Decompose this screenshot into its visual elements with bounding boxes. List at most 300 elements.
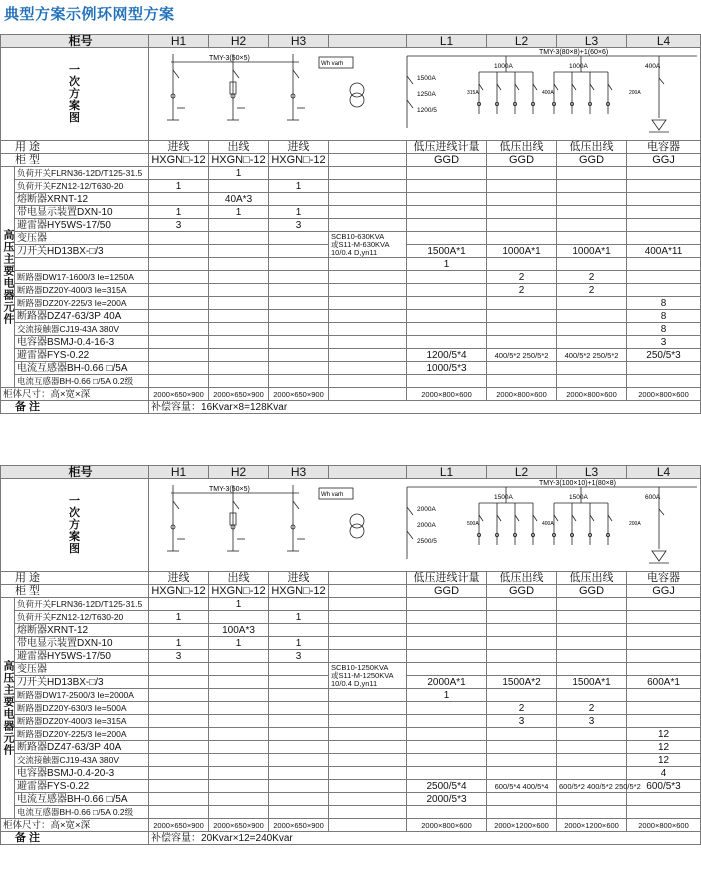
cell-h: 3: [149, 650, 209, 663]
component-row: [1, 598, 701, 611]
cell-h: [269, 193, 329, 206]
cell-h: [269, 689, 329, 702]
cell-h: [209, 689, 269, 702]
component-label: 避雷器FYS-0.22: [15, 780, 149, 793]
cell-spacer: [329, 806, 407, 819]
diagram-label: 400A: [542, 90, 554, 96]
cell-l: [557, 793, 627, 806]
cell-l: [627, 598, 701, 611]
row-label: 备 注: [1, 832, 149, 845]
diagram-label: Wh varh: [321, 492, 344, 498]
component-label: 变压器: [15, 663, 149, 676]
row-label: 柜 型: [1, 585, 149, 598]
cell-spacer: [329, 284, 407, 297]
component-row: [1, 349, 701, 362]
component-row: [1, 180, 701, 193]
cell-l: [407, 663, 487, 676]
cell-l: [557, 310, 627, 323]
header-col: H2: [209, 466, 269, 479]
transformer-spec-line: 或S11-M-1250KVA: [331, 670, 394, 680]
cell-l: [487, 180, 557, 193]
cell-h: HXGN□-12: [149, 154, 209, 167]
cell-h: [209, 793, 269, 806]
scheme-label: 一次方案图: [1, 479, 149, 572]
cell-l: [627, 206, 701, 219]
diagram-label: TMY-3(100×10)+1(80×8): [539, 480, 616, 487]
component-label: 负荷开关FLRN36-12D/T125-31.5: [15, 167, 149, 180]
cell-l: 2000×800×600: [627, 819, 701, 832]
cell-h: [209, 284, 269, 297]
header-col: L3: [557, 35, 627, 48]
header-spacer: [329, 35, 407, 48]
cell-h: HXGN□-12: [269, 154, 329, 167]
cell-h: [149, 336, 209, 349]
cell-l: 低压进线计量: [407, 572, 487, 585]
cell-l: [407, 715, 487, 728]
cell-h: [209, 219, 269, 232]
cell-l: [627, 624, 701, 637]
cell-l: [487, 598, 557, 611]
cell-h: 1: [209, 167, 269, 180]
cell-h: 1: [209, 598, 269, 611]
cell-l: [487, 767, 557, 780]
header-col: H1: [149, 35, 209, 48]
cell-l: [487, 663, 557, 676]
cell-h: [209, 310, 269, 323]
cell-h: [269, 336, 329, 349]
cell-l: 低压出线: [557, 141, 627, 154]
cell-spacer: [329, 598, 407, 611]
row-label: 柜体尺寸：高×宽×深: [1, 819, 149, 832]
cell-h: 1: [209, 637, 269, 650]
diagram-label: 200A: [629, 90, 641, 96]
cell-l: 2000×800×600: [407, 388, 487, 401]
cell-l: [627, 637, 701, 650]
cell-spacer: [329, 336, 407, 349]
cell-h: [209, 780, 269, 793]
cell-l: 12: [627, 754, 701, 767]
cell-h: [209, 663, 269, 676]
cell-h: 2000×650×900: [149, 819, 209, 832]
cell-l: 600/5*3: [627, 780, 701, 793]
cell-l: [557, 232, 627, 245]
component-row: [1, 780, 701, 793]
cell-h: 40A*3: [209, 193, 269, 206]
diagram-label: 1500A: [569, 494, 588, 501]
cell-l: [407, 167, 487, 180]
component-label: 断路器DW17-2500/3 Ie=2000A: [15, 689, 149, 702]
transformer-row: [1, 663, 701, 676]
dims-row: [1, 388, 701, 401]
cell-l: 1: [407, 689, 487, 702]
cell-h: [149, 271, 209, 284]
cell-l: [557, 206, 627, 219]
cell-h: [149, 663, 209, 676]
row-label: 用 途: [1, 141, 149, 154]
diagram-label: Wh varh: [321, 61, 344, 67]
component-label: 电流互感器BH-0.66 □/5A 0.2级: [15, 375, 149, 388]
component-label: 断路器DZ20Y-400/3 Ie=315A: [15, 715, 149, 728]
cell-l: [407, 741, 487, 754]
cell-l: [487, 336, 557, 349]
cell-h: [149, 349, 209, 362]
diagram-label: 1500A: [417, 75, 436, 82]
cell-h: [149, 297, 209, 310]
transformer-spec: [329, 232, 407, 258]
cell-l: [407, 310, 487, 323]
cell-h: 2000×650×900: [209, 819, 269, 832]
cell-l: 1000A*1: [557, 245, 627, 258]
cell-l: 600/5*4 400/5*4: [487, 780, 557, 793]
section-label: 高压主要电器元件: [1, 167, 15, 388]
component-row: [1, 206, 701, 219]
component-label: 电容器BSMJ-0.4-16-3: [15, 336, 149, 349]
cell-l: [407, 336, 487, 349]
cell-l: 1500A*1: [557, 676, 627, 689]
cell-h: 1: [209, 206, 269, 219]
header-row: [1, 35, 701, 48]
cell-l: [407, 767, 487, 780]
note-text: 补偿容量：16Kvar×8=128Kvar: [149, 401, 701, 414]
diagram-label: TMY-3(50×5): [209, 55, 250, 62]
cell-spacer: [329, 388, 407, 401]
diagram-label: TMY-3(50×5): [209, 486, 250, 493]
transformer-spec-line: 10/0.4 D,yn11: [331, 247, 378, 257]
cell-spacer: [329, 297, 407, 310]
cell-l: [557, 728, 627, 741]
component-label: 断路器DZ47-63/3P 40A: [15, 310, 149, 323]
component-row: [1, 271, 701, 284]
cell-l: 12: [627, 728, 701, 741]
diagram-label: 400A: [542, 521, 554, 527]
cell-l: 电容器: [627, 572, 701, 585]
cell-l: [627, 232, 701, 245]
cell-l: 8: [627, 310, 701, 323]
diagram-row: [1, 479, 701, 572]
cell-spacer: [329, 323, 407, 336]
cell-h: [269, 598, 329, 611]
component-label: 断路器DZ47-63/3P 40A: [15, 741, 149, 754]
component-row: [1, 624, 701, 637]
cell-spacer: [329, 702, 407, 715]
cell-h: [209, 676, 269, 689]
header-col: L3: [557, 466, 627, 479]
cell-l: [407, 284, 487, 297]
diagram-label: 200A: [629, 521, 641, 527]
cell-l: 2000×1200×600: [487, 819, 557, 832]
header-label: 柜号: [1, 466, 149, 479]
component-label: 交流接触器CJ19-43A 380V: [15, 754, 149, 767]
cell-l: [407, 637, 487, 650]
cell-l: [557, 258, 627, 271]
cell-h: [269, 284, 329, 297]
cell-l: 600A*1: [627, 676, 701, 689]
component-row: [1, 637, 701, 650]
cell-l: GGD: [407, 585, 487, 598]
cell-l: GGD: [407, 154, 487, 167]
cell-h: [209, 323, 269, 336]
cell-l: [487, 362, 557, 375]
component-label: 带电显示装置DXN-10: [15, 637, 149, 650]
cell-l: [557, 375, 627, 388]
cell-l: [407, 219, 487, 232]
cell-h: 1: [269, 206, 329, 219]
cell-l: 2000A*1: [407, 676, 487, 689]
cell-h: [209, 728, 269, 741]
header-col: L1: [407, 466, 487, 479]
header-col: L2: [487, 35, 557, 48]
cell-l: [487, 806, 557, 819]
header-col: L1: [407, 35, 487, 48]
cell-l: [557, 741, 627, 754]
cell-l: [557, 689, 627, 702]
cell-spacer: [329, 624, 407, 637]
cell-h: [149, 258, 209, 271]
component-row: [1, 715, 701, 728]
single-line-diagram: [149, 48, 701, 141]
cell-h: [149, 598, 209, 611]
cell-spacer: [329, 754, 407, 767]
cell-l: GGJ: [627, 585, 701, 598]
cell-l: 3: [487, 715, 557, 728]
cell-h: [209, 297, 269, 310]
cell-h: [269, 728, 329, 741]
component-row: [1, 728, 701, 741]
cell-l: [487, 310, 557, 323]
cell-l: [557, 767, 627, 780]
component-label: 负荷开关FLRN36-12D/T125-31.5: [15, 598, 149, 611]
cell-l: [557, 362, 627, 375]
cell-l: [627, 193, 701, 206]
cell-h: 进线: [269, 572, 329, 585]
cell-l: [487, 611, 557, 624]
component-label: 断路器DZ20Y-630/3 Ie=500A: [15, 702, 149, 715]
cell-l: [487, 206, 557, 219]
cell-h: [269, 349, 329, 362]
cell-h: [269, 258, 329, 271]
scheme-table-1: [0, 34, 700, 414]
diagram-label: 2500/5: [417, 538, 437, 545]
section-label: 高压主要电器元件: [1, 598, 15, 819]
component-label: 断路器DZ20Y-400/3 Ie=315A: [15, 284, 149, 297]
cell-l: GGJ: [627, 154, 701, 167]
cell-l: [407, 624, 487, 637]
cell-h: [269, 767, 329, 780]
note-row: [1, 832, 701, 845]
cell-h: [269, 245, 329, 258]
component-row: [1, 219, 701, 232]
cell-h: [209, 180, 269, 193]
cell-h: HXGN□-12: [209, 585, 269, 598]
cell-h: 1: [269, 637, 329, 650]
header-spacer: [329, 466, 407, 479]
cell-l: [407, 650, 487, 663]
cell-l: [407, 323, 487, 336]
cell-l: [557, 637, 627, 650]
cell-l: [557, 167, 627, 180]
diagram-label: 1500A: [494, 494, 513, 501]
cell-spacer: [329, 793, 407, 806]
cell-l: [407, 375, 487, 388]
cell-l: [627, 689, 701, 702]
cell-h: [149, 362, 209, 375]
component-row: [1, 689, 701, 702]
dims-row: [1, 819, 701, 832]
cell-l: [627, 167, 701, 180]
diagram-label: 1200/5: [417, 107, 437, 114]
cell-h: [149, 284, 209, 297]
component-label: 负荷开关FZN12-12/T630-20: [15, 611, 149, 624]
header-col: L4: [627, 466, 701, 479]
component-row: [1, 284, 701, 297]
cell-h: [269, 375, 329, 388]
cell-spacer: [329, 180, 407, 193]
cell-h: 2000×650×900: [269, 388, 329, 401]
cell-l: [407, 232, 487, 245]
cell-spacer: [329, 715, 407, 728]
cell-h: [209, 611, 269, 624]
cell-l: [627, 663, 701, 676]
cell-h: [149, 310, 209, 323]
cell-l: [487, 624, 557, 637]
component-label: 变压器: [15, 232, 149, 245]
cell-h: 进线: [269, 141, 329, 154]
note-row: [1, 401, 701, 414]
cell-h: 1: [149, 180, 209, 193]
cell-h: 2000×650×900: [149, 388, 209, 401]
cell-h: 2000×650×900: [209, 388, 269, 401]
cell-l: [407, 206, 487, 219]
header-col: H3: [269, 35, 329, 48]
cell-l: [627, 715, 701, 728]
component-label: 电流互感器BH-0.66 □/5A: [15, 793, 149, 806]
diagram-label: 600A: [645, 494, 661, 501]
cell-l: [407, 180, 487, 193]
cell-h: [209, 741, 269, 754]
cell-h: 1: [149, 611, 209, 624]
component-row: [1, 336, 701, 349]
cell-l: [557, 754, 627, 767]
cell-spacer: [329, 637, 407, 650]
cell-h: [269, 793, 329, 806]
cell-h: [209, 806, 269, 819]
cell-spacer: [329, 271, 407, 284]
component-row: [1, 702, 701, 715]
cell-l: 3: [557, 715, 627, 728]
cell-l: [487, 258, 557, 271]
cell-h: [209, 650, 269, 663]
component-label: 避雷器FYS-0.22: [15, 349, 149, 362]
cell-l: [407, 728, 487, 741]
cell-spacer: [329, 154, 407, 167]
component-row: [1, 310, 701, 323]
cell-l: [557, 624, 627, 637]
cell-h: [269, 323, 329, 336]
cell-h: [149, 676, 209, 689]
cell-l: 1000A*1: [487, 245, 557, 258]
cell-l: 250/5*3: [627, 349, 701, 362]
component-label: 电流互感器BH-0.66 □/5A 0.2级: [15, 806, 149, 819]
cell-h: [269, 624, 329, 637]
cell-h: [209, 375, 269, 388]
cell-l: [627, 806, 701, 819]
cell-l: [407, 702, 487, 715]
cell-l: 2000×800×600: [627, 388, 701, 401]
component-label: 刀开关HD13BX-□/3: [15, 245, 149, 258]
cell-spacer: [329, 741, 407, 754]
cell-l: 低压进线计量: [407, 141, 487, 154]
cell-l: [407, 611, 487, 624]
cell-l: [487, 741, 557, 754]
cell-spacer: [329, 258, 407, 271]
cell-h: [149, 767, 209, 780]
cell-h: [209, 754, 269, 767]
note-text: 补偿容量：20Kvar×12=240Kvar: [149, 832, 701, 845]
cell-l: [487, 793, 557, 806]
cell-l: 低压出线: [557, 572, 627, 585]
cell-h: [149, 702, 209, 715]
cell-h: 进线: [149, 572, 209, 585]
purpose-row: [1, 141, 701, 154]
cell-h: [269, 232, 329, 245]
cell-h: 1: [269, 611, 329, 624]
cell-l: 1500A*1: [407, 245, 487, 258]
cell-spacer: [329, 141, 407, 154]
row-label: 柜 型: [1, 154, 149, 167]
component-row: [1, 323, 701, 336]
cell-h: [209, 349, 269, 362]
cell-spacer: [329, 650, 407, 663]
cell-l: [407, 271, 487, 284]
cell-h: 出线: [209, 141, 269, 154]
cell-spacer: [329, 819, 407, 832]
cell-spacer: [329, 728, 407, 741]
diagram-label: 2000A: [417, 506, 436, 513]
component-label: 熔断器XRNT-12: [15, 624, 149, 637]
cell-h: [269, 715, 329, 728]
cell-h: [209, 702, 269, 715]
component-label: 电容器BSMJ-0.4-20-3: [15, 767, 149, 780]
cell-l: GGD: [487, 585, 557, 598]
component-row: [1, 258, 701, 271]
cell-l: 电容器: [627, 141, 701, 154]
cell-h: [149, 715, 209, 728]
cell-l: 2000×800×600: [407, 819, 487, 832]
cell-l: [557, 193, 627, 206]
cell-h: 1: [149, 637, 209, 650]
cell-l: [407, 754, 487, 767]
cell-l: 低压出线: [487, 572, 557, 585]
cell-spacer: [329, 780, 407, 793]
cell-l: [407, 297, 487, 310]
cell-l: 8: [627, 323, 701, 336]
diagram-label: 2000A: [417, 522, 436, 529]
cell-h: 100A*3: [209, 624, 269, 637]
cell-h: HXGN□-12: [209, 154, 269, 167]
cell-spacer: [329, 193, 407, 206]
cell-l: GGD: [557, 154, 627, 167]
component-label: 避雷器HY5WS-17/50: [15, 219, 149, 232]
row-label: 备 注: [1, 401, 149, 414]
cell-spacer: [329, 585, 407, 598]
cell-l: 3: [627, 336, 701, 349]
diagram-label: 315A: [467, 90, 479, 96]
cell-l: [627, 793, 701, 806]
cell-h: [149, 624, 209, 637]
component-row: [1, 167, 701, 180]
cell-h: [149, 689, 209, 702]
header-col: L4: [627, 35, 701, 48]
